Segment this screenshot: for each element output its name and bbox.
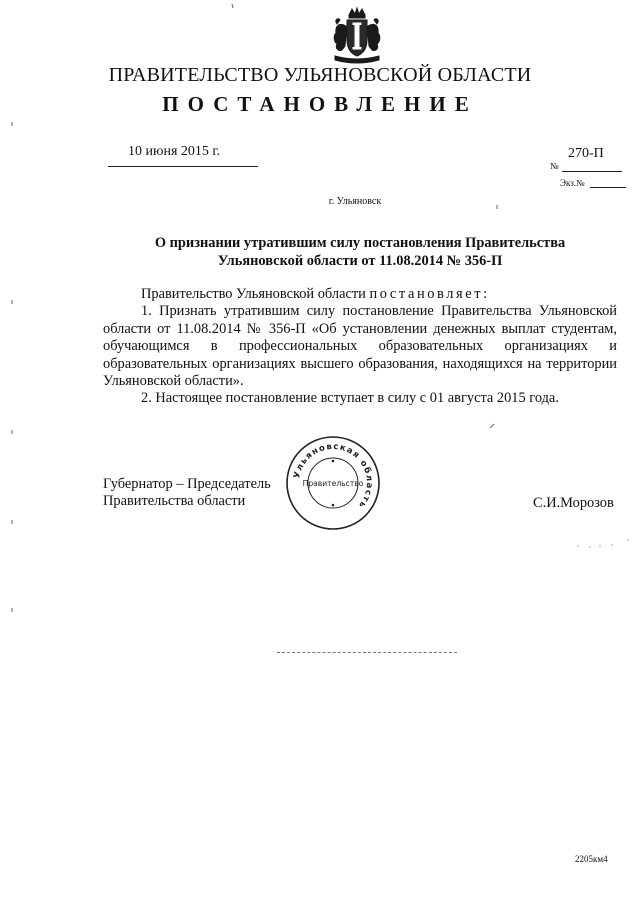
- coat-of-arms-icon: [327, 6, 387, 64]
- intro-paragraph: [103, 286, 617, 303]
- document-number: 270-П: [568, 146, 604, 161]
- intro-verb: постановляет:: [369, 286, 490, 302]
- date-underline: [108, 166, 258, 167]
- copy-number-label: Экз.№: [560, 178, 585, 188]
- title-line-1: О признании утратившим силу постановления Правительства: [154, 235, 566, 251]
- document-date: 10 июня 2015 г.: [128, 144, 221, 159]
- copy-number-underline: [590, 187, 626, 188]
- item-1: 1. Признать утратившим силу постановление Правительства Ульяновской области от 11.08.2014 № 356-П «Об установлении денежных выплат студентам, обучающимся в профессиональных образовательных организациях и образовательных организациях высшего образования, находящихся на территории Ульяновской области».: [103, 303, 617, 390]
- footer-code: 2205км4: [575, 854, 608, 864]
- organization-name: ПРАВИТЕЛЬСТВО УЛЬЯНОВСКОЙ ОБЛАСТИ: [108, 64, 532, 86]
- number-underline: [562, 171, 622, 172]
- item-2: 2. Настоящее постановление вступает в силу с 01 августа 2015 года.: [141, 390, 559, 407]
- title-line-2: Ульяновской области от 11.08.2014 № 356-П: [217, 253, 503, 269]
- stamp-ring-text: Ульяновская область: [292, 441, 375, 511]
- city-name: г. Ульяновск: [328, 196, 382, 207]
- position-line-2: Правительства области: [103, 493, 246, 510]
- dashed-divider: [277, 652, 457, 653]
- position-line-1: Губернатор – Председатель: [103, 476, 271, 492]
- document-title: [100, 234, 620, 270]
- intro-prefix: Правительство Ульяновской области: [141, 286, 366, 302]
- number-label: №: [550, 161, 559, 171]
- stamp-center-text: Правительство: [302, 479, 364, 488]
- signatory-name: С.И.Морозов: [533, 495, 614, 511]
- document-type: ПОСТАНОВЛЕНИЕ: [162, 92, 478, 116]
- document-body: [103, 286, 617, 408]
- signatory-position: [103, 476, 271, 511]
- official-stamp: [284, 434, 382, 532]
